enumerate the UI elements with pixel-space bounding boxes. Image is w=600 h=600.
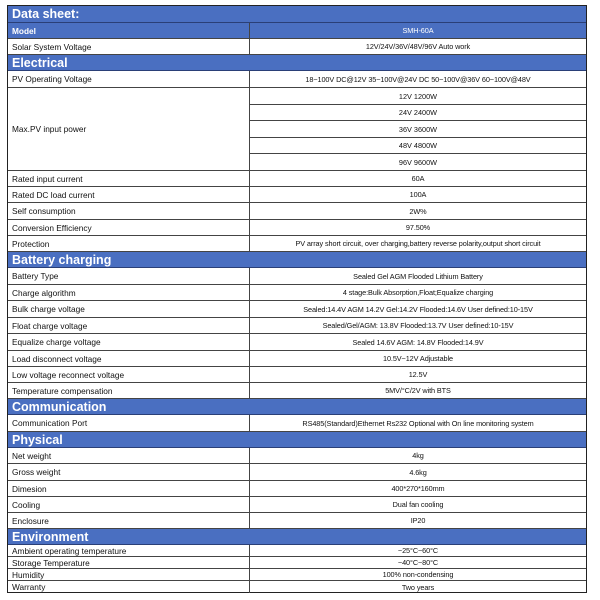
temp-compensation-row xyxy=(8,383,586,399)
spec-label: Gross weight xyxy=(8,464,250,480)
gross-weight-row xyxy=(8,464,586,481)
warranty-row xyxy=(8,581,586,593)
spec-label: Self consumption xyxy=(8,203,250,219)
rated-dc-row xyxy=(8,187,586,203)
spec-value: 12.5V xyxy=(408,370,428,379)
spec-label: Float charge voltage xyxy=(8,318,250,333)
model-row xyxy=(8,23,586,39)
spec-label: Humidity xyxy=(8,569,250,580)
spec-value: IP20 xyxy=(410,516,426,525)
spec-label: Dimesion xyxy=(8,481,250,496)
spec-value: Sealed:14.4V AGM 14.2V Gel:14.2V Flooded:14.6V User defined:10-15V xyxy=(303,304,533,314)
title-text: Data sheet: xyxy=(12,7,80,21)
spec-value: 97.50% xyxy=(405,223,431,232)
low-reconnect-row xyxy=(8,367,586,383)
spec-value: 4 stage:Bulk Absorption,Float;Equalize charging xyxy=(342,288,494,297)
solar-voltage-row xyxy=(8,39,586,55)
spec-value: RS485(Standard)Ethernet Rs232 Optional with On line monitoring system xyxy=(302,418,534,428)
data-sheet xyxy=(7,5,587,593)
max-pv-value: 96V 9600W xyxy=(250,154,586,171)
section-title: Physical xyxy=(12,432,63,447)
model-label: Model xyxy=(8,23,250,38)
spec-label: Storage Temperature xyxy=(8,557,250,568)
spec-value: 2W% xyxy=(409,206,427,216)
spec-label: Conversion Efficiency xyxy=(8,220,250,235)
spec-value: Sealed Gel AGM Flooded Lithium Battery xyxy=(353,271,483,281)
rated-input-row xyxy=(8,171,586,187)
spec-value: 100A xyxy=(409,190,427,199)
section-battery-charging xyxy=(8,252,586,268)
section-title: Communication xyxy=(12,399,107,414)
enclosure-row xyxy=(8,513,586,529)
battery-type-row xyxy=(8,268,586,285)
section-electrical xyxy=(8,55,586,71)
net-weight-row xyxy=(8,448,586,464)
spec-label: Warranty xyxy=(8,581,250,593)
spec-label: Net weight xyxy=(8,448,250,463)
spec-label: Rated DC load current xyxy=(8,187,250,202)
spec-value: −25°C~60°C xyxy=(397,546,439,555)
max-pv-value: 36V 3600W xyxy=(250,121,586,138)
spec-value: 18~100V DC@12V 35~100V@24V DC 50~100V@36V 60~100V@48V xyxy=(305,74,531,84)
pv-voltage-row xyxy=(8,71,586,88)
spec-value: 100% non-condensing xyxy=(382,570,454,579)
spec-value: PV array short circuit, over charging,battery reverse polarity,output short circuit xyxy=(295,239,541,248)
spec-label: Battery Type xyxy=(8,268,250,284)
spec-value: 4.6kg xyxy=(409,467,427,477)
max-pv-value: 24V 2400W xyxy=(250,105,586,121)
spec-label: Charge algorithm xyxy=(8,285,250,300)
data-sheet-title xyxy=(8,6,586,23)
spec-label: Equalize charge voltage xyxy=(8,334,250,350)
spec-value: 4kg xyxy=(412,451,424,460)
spec-label: Enclosure xyxy=(8,513,250,528)
spec-label: Low voltage reconnect voltage xyxy=(8,367,250,382)
storage-temp-row xyxy=(8,557,586,569)
section-title: Electrical xyxy=(12,55,68,70)
spec-label: Max.PV input power xyxy=(8,88,250,171)
max-pv-value: 48V 4800W xyxy=(250,138,586,154)
ambient-temp-row xyxy=(8,545,586,557)
humidity-row xyxy=(8,569,586,581)
spec-value: Dual fan cooling xyxy=(392,500,444,509)
charge-algorithm-row xyxy=(8,285,586,301)
protection-row xyxy=(8,236,586,252)
section-physical xyxy=(8,432,586,448)
spec-label: Load disconnect voltage xyxy=(8,351,250,366)
spec-label: Solar System Voltage xyxy=(8,39,250,54)
spec-value: Two years xyxy=(401,582,435,592)
spec-label: Temperature compensation xyxy=(8,383,250,398)
spec-label: Cooling xyxy=(8,497,250,512)
spec-value: 60A xyxy=(411,174,425,183)
section-title: Battery charging xyxy=(12,252,112,267)
self-consumption-row xyxy=(8,203,586,220)
section-communication xyxy=(8,399,586,415)
spec-label: Ambient operating temperature xyxy=(8,545,250,556)
spec-label: Bulk charge voltage xyxy=(8,301,250,317)
spec-label: Protection xyxy=(8,236,250,251)
spec-label: Rated input current xyxy=(8,171,250,186)
spec-value: 10.5V~12V Adjustable xyxy=(382,354,453,363)
equalize-charge-row xyxy=(8,334,586,351)
bulk-charge-row xyxy=(8,301,586,318)
spec-value: 400*270*160mm xyxy=(391,484,445,493)
section-environment xyxy=(8,529,586,545)
dimension-row xyxy=(8,481,586,497)
spec-label: PV Operating Voltage xyxy=(8,71,250,87)
load-disconnect-row xyxy=(8,351,586,367)
model-value: SMH-60A xyxy=(402,26,434,35)
spec-value: Sealed 14.6V AGM: 14.8V Flooded:14.9V xyxy=(352,337,484,347)
spec-value: −40°C~80°C xyxy=(397,558,439,567)
spec-value: 12V/24V/36V/48V/96V Auto work xyxy=(365,42,471,51)
communication-port-row xyxy=(8,415,586,432)
section-title: Environment xyxy=(12,529,89,544)
spec-value: Sealed/Gel/AGM: 13.8V Flooded:13.7V User defined:10-15V xyxy=(322,321,514,330)
spec-label: Communication Port xyxy=(8,415,250,431)
spec-value: 5MV/°C/2V with BTS xyxy=(385,386,451,395)
max-pv-value: 12V 1200W xyxy=(250,88,586,105)
conversion-row xyxy=(8,220,586,236)
cooling-row xyxy=(8,497,586,513)
float-charge-row xyxy=(8,318,586,334)
